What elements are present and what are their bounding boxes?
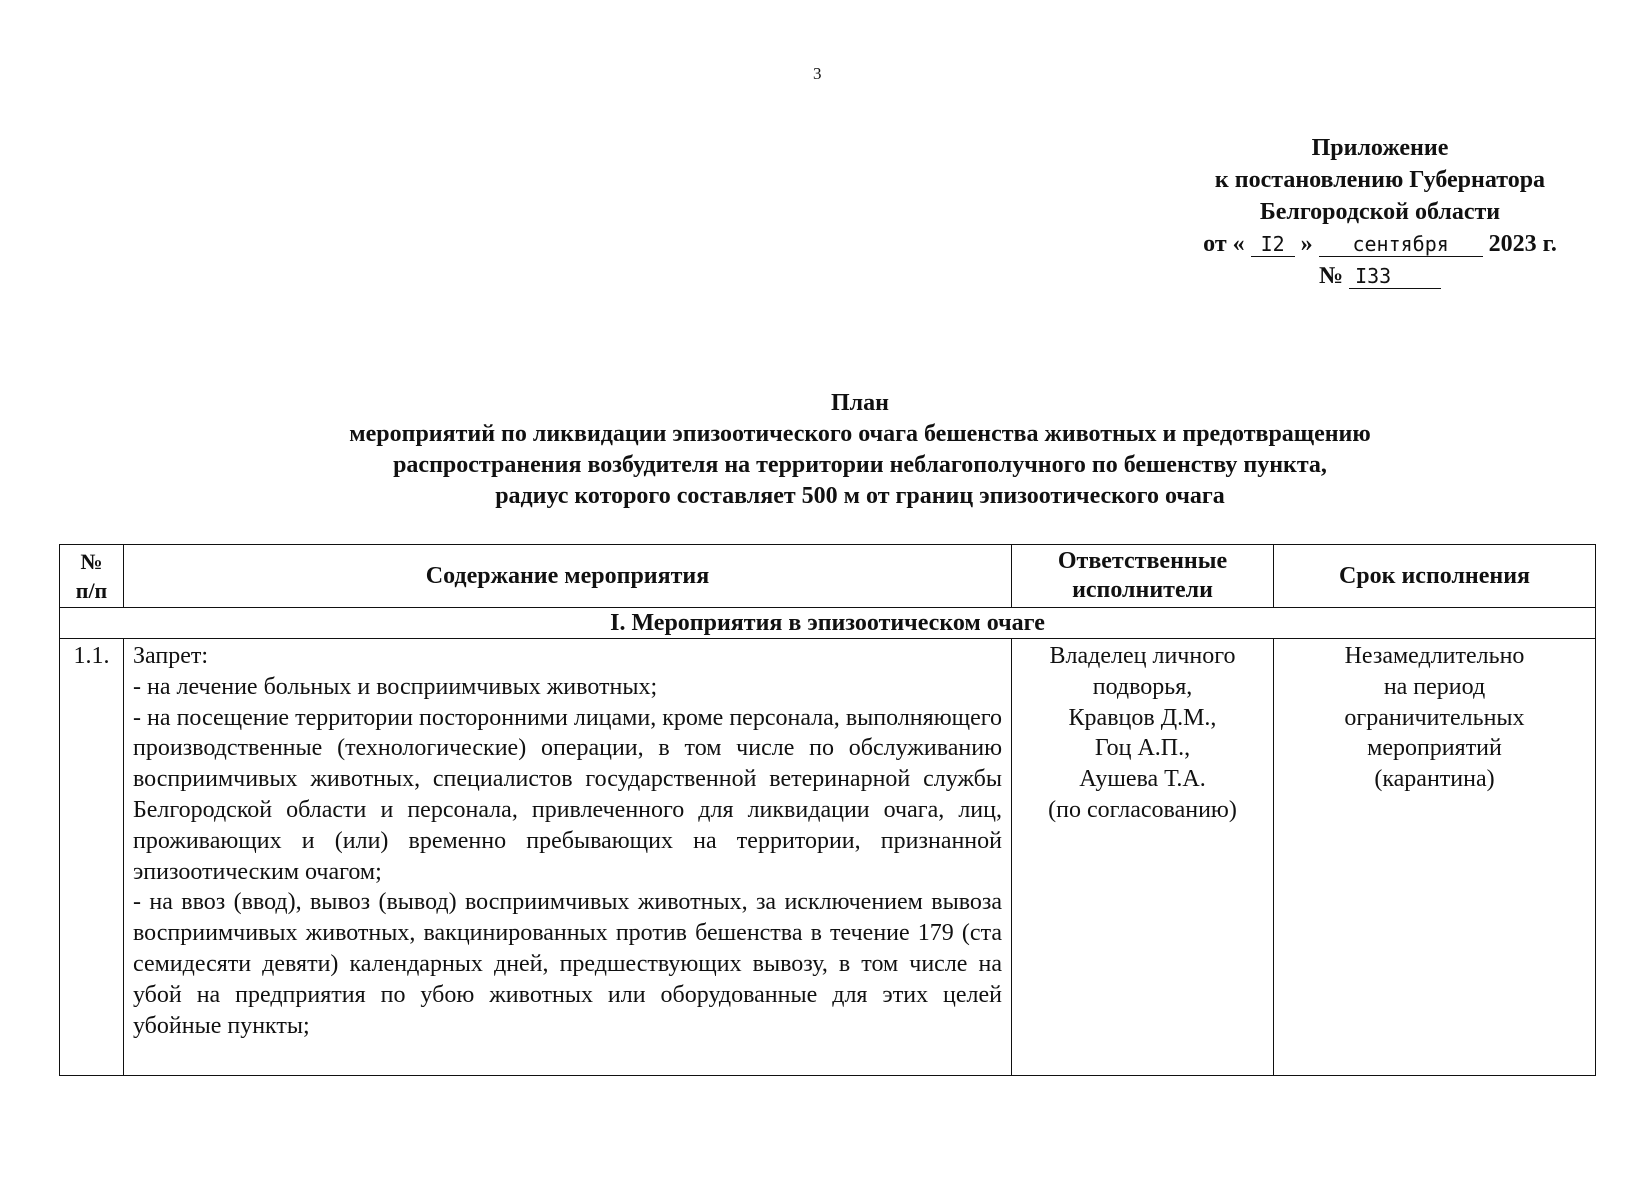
date-close: » [1300, 231, 1313, 257]
date-day: I2 [1251, 232, 1295, 257]
deadline-line: ограничительных [1344, 704, 1525, 731]
number-prefix: № [1318, 263, 1344, 289]
responsible-line: Кравцов Д.М., [1068, 704, 1217, 731]
deadline-line: (карантина) [1374, 766, 1495, 793]
content-paragraph: Запрет: [133, 643, 209, 669]
date-month: сентября [1319, 232, 1483, 257]
section-title: I. Мероприятия в эпизоотическом очаге [60, 608, 1596, 639]
document-number: I33 [1349, 264, 1441, 289]
responsible-line: подворья, [1092, 673, 1193, 700]
header-number [60, 545, 124, 608]
plan-subtitle-line: радиус которого составляет 500 м от границ эпизоотического очага [495, 483, 1225, 509]
deadline-line: на период [1383, 673, 1486, 700]
content-paragraph: - на посещение территории посторонними лицами, кроме персонала, выполняющего производственные (технологические) операции, в том числе по обслуживанию восприимчивых животных, специалистов государственной ветеринарной службы Белгородской области и персонала, привлеченного для ликвидации очага, лиц, проживающих и (или) временно пребывающих на территории, признанной эпизоотическим очагом; [133, 704, 1002, 885]
appendix-block [1170, 132, 1590, 292]
row-deadline [1274, 639, 1596, 1076]
plan-subtitle-line: распространения возбудителя на территории неблагополучного по бешенству пункта, [393, 452, 1327, 478]
deadline-line: мероприятий [1367, 735, 1502, 762]
row-number: 1.1. [60, 639, 124, 1076]
plan-heading [200, 388, 1520, 512]
appendix-number-line [1170, 260, 1590, 292]
responsible-line: Аушева Т.А. [1079, 766, 1206, 793]
deadline-line: Незамедлительно [1344, 643, 1525, 669]
row-content [124, 639, 1012, 1076]
table-header-row [60, 545, 1596, 608]
measures-table [59, 544, 1596, 1076]
responsible-line: Владелец личного [1049, 643, 1236, 669]
responsible-line: Гоц А.П., [1094, 735, 1191, 762]
header-number-line2: п/п [75, 578, 108, 603]
date-prefix: от « [1203, 231, 1245, 257]
header-content: Содержание мероприятия [124, 545, 1012, 608]
appendix-resolution: к постановлению Губернатора [1214, 167, 1546, 193]
header-responsible: Ответственные исполнители [1012, 545, 1274, 608]
row-responsible [1012, 639, 1274, 1076]
header-number-line1: № [80, 549, 103, 574]
appendix-title: Приложение [1311, 135, 1449, 161]
plan-title: План [831, 390, 889, 416]
appendix-date-line [1170, 228, 1590, 260]
header-deadline: Срок исполнения [1274, 545, 1596, 608]
plan-subtitle-line: мероприятий по ликвидации эпизоотического очага бешенства животных и предотвращению [349, 421, 1371, 447]
responsible-line: (по согласованию) [1048, 796, 1237, 823]
content-paragraph: - на ввоз (ввод), вывоз (вывод) восприимчивых животных, за исключением вывоза восприимчивых животных, вакцинированных против бешенства в течение 179 (ста семидесяти девяти) календарных дней, предшествующих вывозу, в том числе на убой на предприятия по убою животных или оборудованные для этих целей убойные пункты; [133, 889, 1002, 1039]
table-row [60, 639, 1596, 1076]
content-paragraph: - на лечение больных и восприимчивых животных; [133, 673, 658, 700]
date-year: 2023 г. [1488, 231, 1557, 257]
appendix-region: Белгородской области [1259, 199, 1501, 225]
page-number: 3 [813, 64, 822, 83]
section-row [60, 608, 1596, 639]
